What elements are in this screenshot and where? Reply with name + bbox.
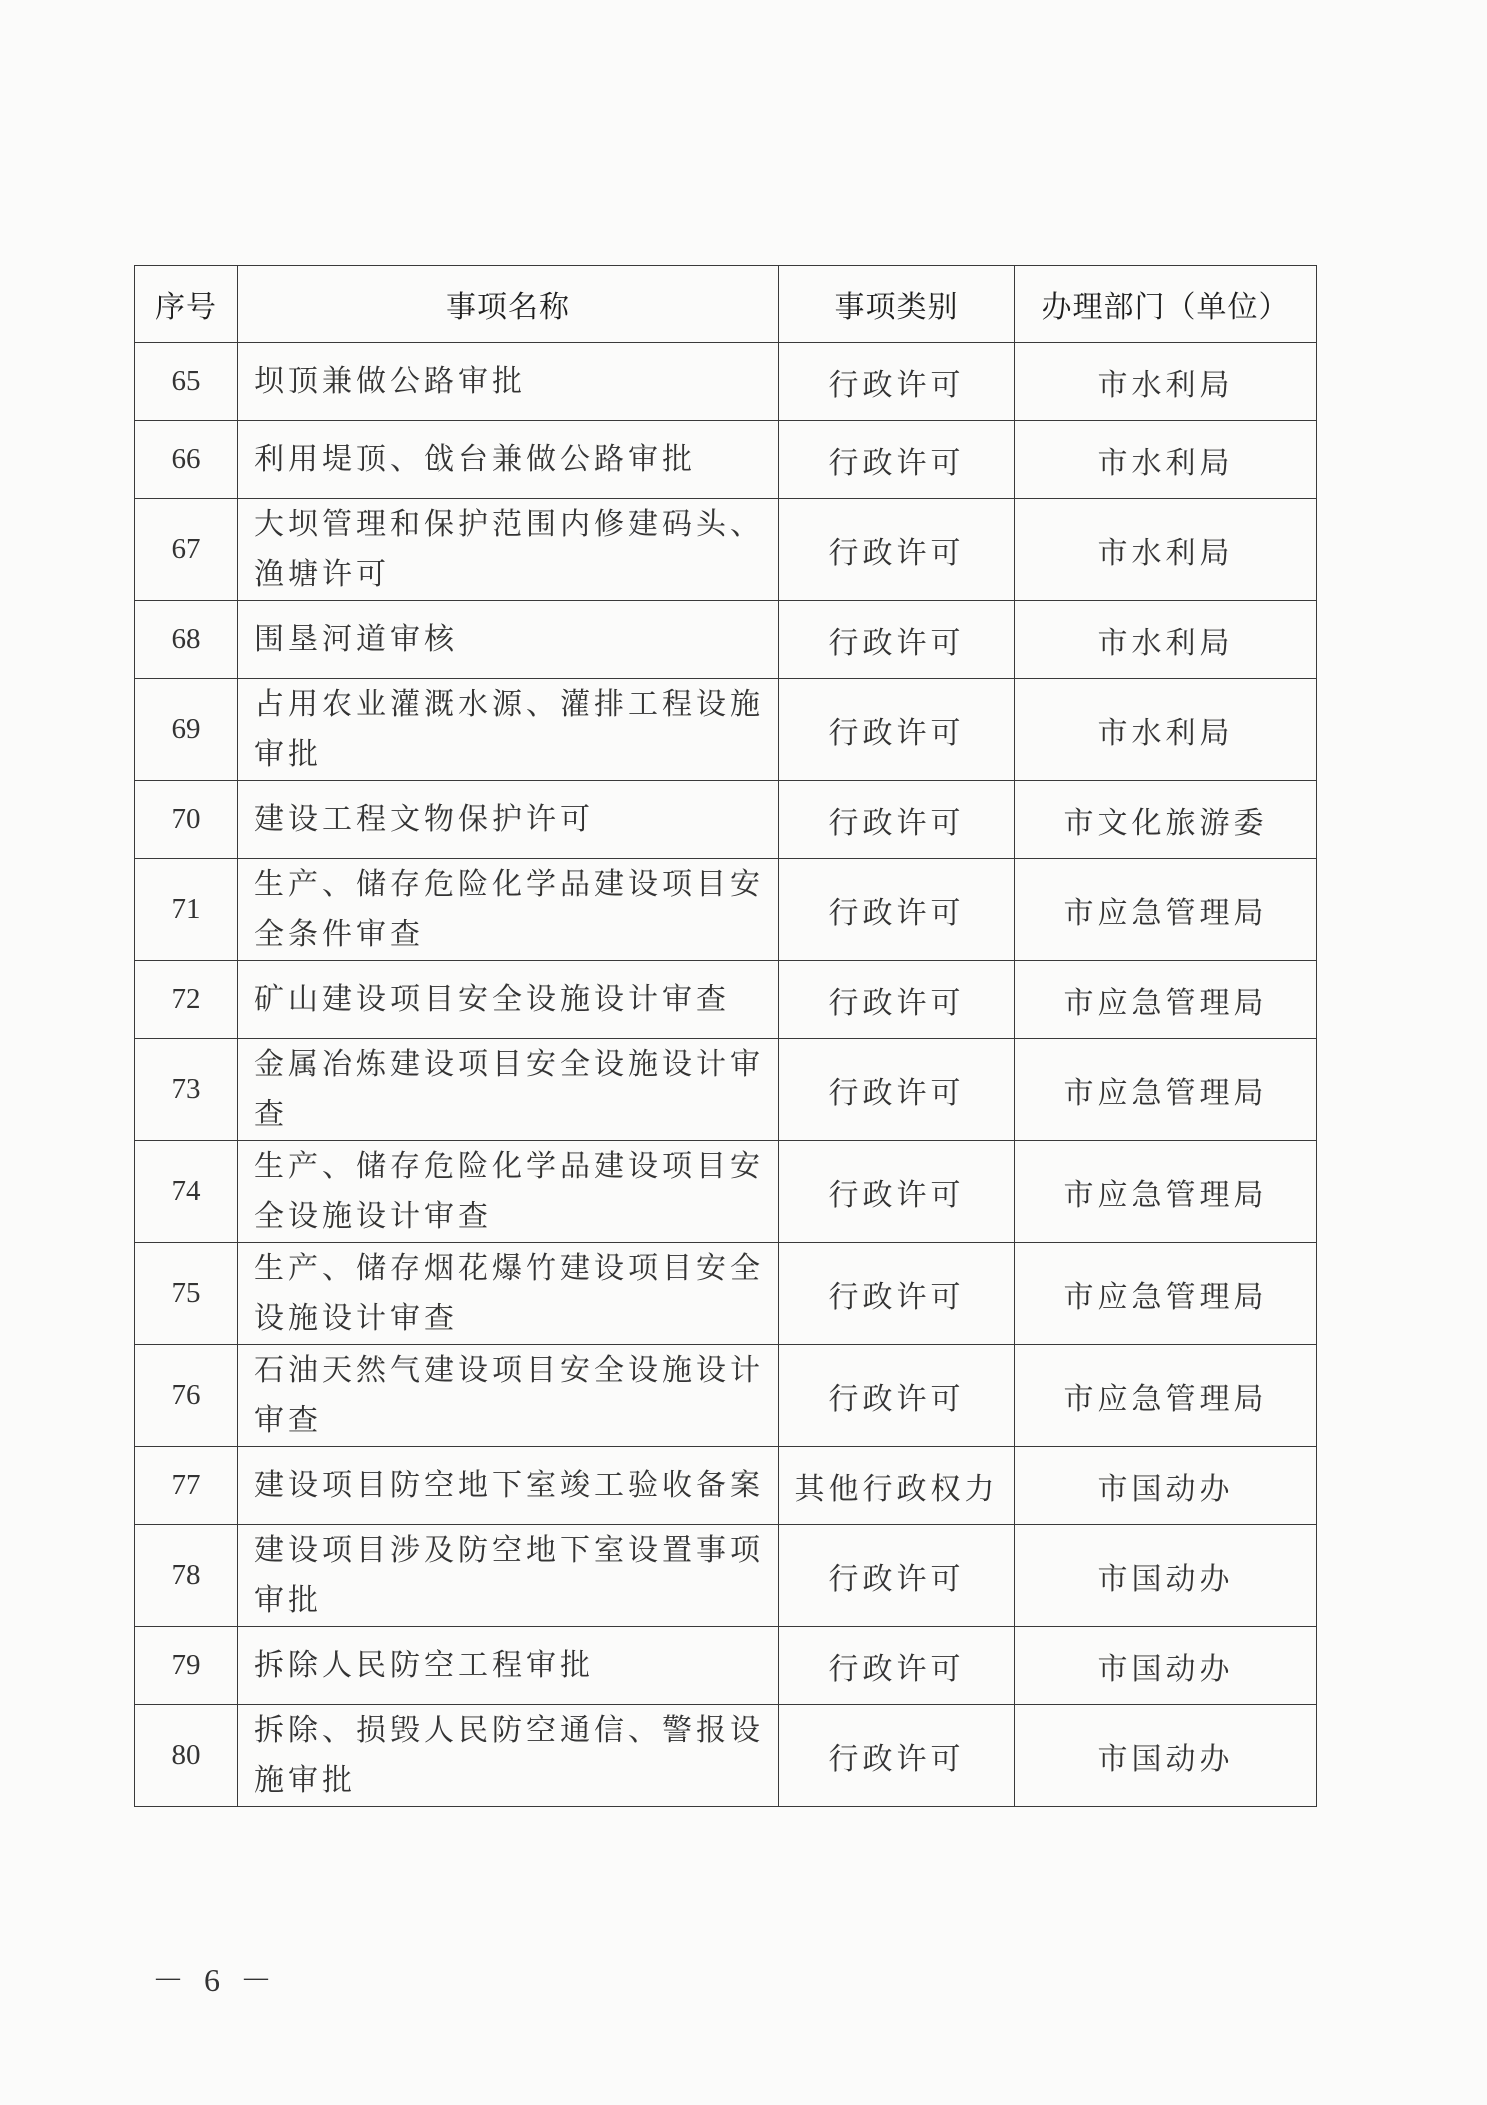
header-item-category: 事项类别 — [779, 266, 1015, 343]
row-item-category: 行政许可 — [779, 1525, 1015, 1627]
row-item-name: 生产、储存危险化学品建设项目安全设施设计审查 — [238, 1141, 779, 1243]
row-department: 市水利局 — [1015, 421, 1317, 499]
row-item-name: 建设工程文物保护许可 — [238, 781, 779, 859]
table-row — [135, 1141, 1317, 1243]
table-header-row — [135, 266, 1317, 343]
row-item-name: 矿山建设项目安全设施设计审查 — [238, 961, 779, 1039]
row-item-name: 金属冶炼建设项目安全设施设计审查 — [238, 1039, 779, 1141]
row-item-category: 行政许可 — [779, 499, 1015, 601]
row-item-category: 行政许可 — [779, 1039, 1015, 1141]
page-number: － 6 － — [152, 1962, 279, 1998]
table-row — [135, 343, 1317, 421]
table-row — [135, 601, 1317, 679]
table-row — [135, 1705, 1317, 1807]
row-item-category: 行政许可 — [779, 1627, 1015, 1705]
row-serial-number: 71 — [135, 859, 238, 961]
row-department: 市应急管理局 — [1015, 1039, 1317, 1141]
row-item-name: 坝顶兼做公路审批 — [238, 343, 779, 421]
header-serial-number: 序号 — [135, 266, 238, 343]
row-department: 市应急管理局 — [1015, 961, 1317, 1039]
row-item-category: 行政许可 — [779, 421, 1015, 499]
row-item-category: 行政许可 — [779, 601, 1015, 679]
row-item-name: 拆除、损毁人民防空通信、警报设施审批 — [238, 1705, 779, 1807]
row-item-name: 拆除人民防空工程审批 — [238, 1627, 779, 1705]
row-department: 市应急管理局 — [1015, 1243, 1317, 1345]
row-item-category: 行政许可 — [779, 1141, 1015, 1243]
row-serial-number: 68 — [135, 601, 238, 679]
header-item-name: 事项名称 — [238, 266, 779, 343]
table-row — [135, 421, 1317, 499]
row-item-category: 行政许可 — [779, 961, 1015, 1039]
row-department: 市水利局 — [1015, 601, 1317, 679]
row-item-category: 行政许可 — [779, 859, 1015, 961]
row-department: 市国动办 — [1015, 1447, 1317, 1525]
row-item-category: 行政许可 — [779, 1243, 1015, 1345]
table-row — [135, 859, 1317, 961]
row-item-category: 行政许可 — [779, 781, 1015, 859]
document-table-container — [134, 265, 1316, 1807]
row-department: 市水利局 — [1015, 499, 1317, 601]
row-department: 市水利局 — [1015, 679, 1317, 781]
row-item-name: 大坝管理和保护范围内修建码头、渔塘许可 — [238, 499, 779, 601]
row-item-name: 石油天然气建设项目安全设施设计审查 — [238, 1345, 779, 1447]
row-department: 市文化旅游委 — [1015, 781, 1317, 859]
row-serial-number: 76 — [135, 1345, 238, 1447]
row-item-name: 建设项目涉及防空地下室设置事项审批 — [238, 1525, 779, 1627]
table-row — [135, 961, 1317, 1039]
table-row — [135, 781, 1317, 859]
row-item-name: 生产、储存烟花爆竹建设项目安全设施设计审查 — [238, 1243, 779, 1345]
row-department: 市水利局 — [1015, 343, 1317, 421]
row-serial-number: 75 — [135, 1243, 238, 1345]
table-row — [135, 1039, 1317, 1141]
row-item-category: 其他行政权力 — [779, 1447, 1015, 1525]
row-serial-number: 65 — [135, 343, 238, 421]
row-department: 市国动办 — [1015, 1627, 1317, 1705]
row-serial-number: 74 — [135, 1141, 238, 1243]
row-serial-number: 72 — [135, 961, 238, 1039]
header-department: 办理部门（单位） — [1015, 266, 1317, 343]
table-row — [135, 1627, 1317, 1705]
table-row — [135, 1345, 1317, 1447]
row-department: 市应急管理局 — [1015, 859, 1317, 961]
row-item-name: 占用农业灌溉水源、灌排工程设施审批 — [238, 679, 779, 781]
row-department: 市应急管理局 — [1015, 1345, 1317, 1447]
row-item-name: 利用堤顶、戗台兼做公路审批 — [238, 421, 779, 499]
row-serial-number: 77 — [135, 1447, 238, 1525]
row-serial-number: 73 — [135, 1039, 238, 1141]
row-serial-number: 79 — [135, 1627, 238, 1705]
items-table — [134, 265, 1317, 1807]
table-row — [135, 1447, 1317, 1525]
table-row — [135, 1243, 1317, 1345]
row-serial-number: 78 — [135, 1525, 238, 1627]
table-row — [135, 1525, 1317, 1627]
row-item-name: 围垦河道审核 — [238, 601, 779, 679]
row-item-category: 行政许可 — [779, 1345, 1015, 1447]
row-serial-number: 67 — [135, 499, 238, 601]
row-serial-number: 70 — [135, 781, 238, 859]
row-item-category: 行政许可 — [779, 1705, 1015, 1807]
row-item-category: 行政许可 — [779, 679, 1015, 781]
table-row — [135, 679, 1317, 781]
row-serial-number: 66 — [135, 421, 238, 499]
row-item-category: 行政许可 — [779, 343, 1015, 421]
row-department: 市国动办 — [1015, 1525, 1317, 1627]
row-item-name: 建设项目防空地下室竣工验收备案 — [238, 1447, 779, 1525]
row-serial-number: 69 — [135, 679, 238, 781]
row-department: 市应急管理局 — [1015, 1141, 1317, 1243]
row-serial-number: 80 — [135, 1705, 238, 1807]
row-item-name: 生产、储存危险化学品建设项目安全条件审查 — [238, 859, 779, 961]
table-row — [135, 499, 1317, 601]
row-department: 市国动办 — [1015, 1705, 1317, 1807]
